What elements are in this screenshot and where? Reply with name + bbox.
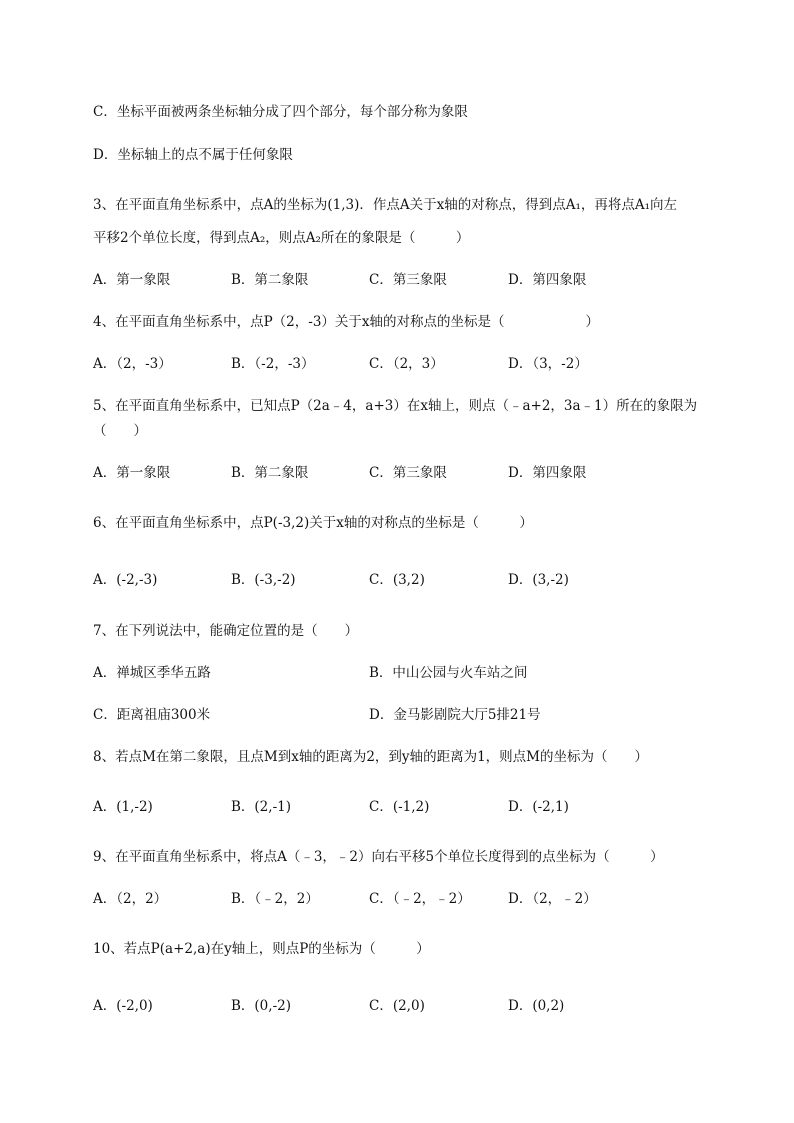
- q8-option-b: B．(2,-1): [231, 799, 291, 815]
- q9-option-d: D．（2，﹣2）: [508, 891, 597, 907]
- question-5-line-2: （ ）: [93, 423, 147, 439]
- q10-option-a: A．(-2,0): [93, 998, 153, 1014]
- q7-option-c: C．距离祖庙300米: [93, 707, 211, 723]
- q5-option-b: B．第二象限: [231, 465, 309, 481]
- q10-option-b: B．(0,-2): [231, 998, 291, 1014]
- question-5-line-1: 5、在平面直角坐标系中，已知点P（2a﹣4，a+3）在x轴上，则点（﹣a+2，3a﹣1）所在的象限为: [93, 398, 698, 414]
- question-3-line-1: 3、在平面直角坐标系中，点A的坐标为(1,3)．作点A关于x轴的对称点，得到点A₁，再将点A₁向左: [93, 197, 678, 213]
- question-8: 8、若点M在第二象限，且点M到x轴的距离为2，到y轴的距离为1，则点M的坐标为（ ）: [93, 749, 648, 765]
- q4-option-a: A．（2，-3）: [93, 356, 172, 372]
- q3-option-d: D．第四象限: [508, 272, 587, 288]
- q8-option-c: C．(-1,2): [369, 799, 430, 815]
- q5-option-d: D．第四象限: [508, 465, 587, 481]
- question-9: 9、在平面直角坐标系中，将点A（﹣3，﹣2）向右平移5个单位长度得到的点坐标为（ ）: [93, 849, 664, 865]
- q6-option-c: C．(3,2): [369, 572, 425, 588]
- q8-option-a: A．(1,-2): [93, 799, 153, 815]
- q6-option-a: A．(-2,-3): [93, 572, 158, 588]
- q5-option-c: C．第三象限: [369, 465, 447, 481]
- q9-option-a: A．（2，2）: [93, 891, 168, 907]
- q5-option-a: A．第一象限: [93, 465, 171, 481]
- q7-option-d: D．金马影剧院大厅5排21号: [369, 707, 541, 723]
- q9-option-c: C．（﹣2，﹣2）: [369, 891, 471, 907]
- q7-option-b: B．中山公园与火车站之间: [369, 665, 528, 681]
- q4-option-c: C．（2，3）: [369, 356, 444, 372]
- q3-option-a: A．第一象限: [93, 272, 171, 288]
- q3-option-c: C．第三象限: [369, 272, 447, 288]
- q10-option-d: D．(0,2): [508, 998, 565, 1014]
- q4-option-b: B．（-2，-3）: [231, 356, 315, 372]
- q3-option-b: B．第二象限: [231, 272, 309, 288]
- question-3-line-2: 平移2个单位长度，得到点A₂，则点A₂所在的象限是（ ）: [93, 230, 470, 246]
- option-2d: D．坐标轴上的点不属于任何象限: [93, 147, 293, 163]
- q6-option-b: B．(-3,-2): [231, 572, 296, 588]
- question-7: 7、在下列说法中，能确定位置的是（ ）: [93, 623, 359, 639]
- question-10: 10、若点P(a+2,a)在y轴上，则点P的坐标为（ ）: [93, 941, 430, 957]
- question-6: 6、在平面直角坐标系中，点P(-3,2)关于x轴的对称点的坐标是（ ）: [93, 515, 533, 531]
- q6-option-d: D．(3,-2): [508, 572, 569, 588]
- option-2c: C．坐标平面被两条坐标轴分成了四个部分，每个部分称为象限: [93, 104, 468, 120]
- q8-option-d: D．(-2,1): [508, 799, 569, 815]
- q4-option-d: D．（3，-2）: [508, 356, 588, 372]
- q9-option-b: B．（﹣2，2）: [231, 891, 319, 907]
- q7-option-a: A．禅城区季华五路: [93, 665, 211, 681]
- question-4: 4、在平面直角坐标系中，点P（2，-3）关于x轴的对称点的坐标是（ ）: [93, 314, 600, 330]
- q10-option-c: C．(2,0): [369, 998, 425, 1014]
